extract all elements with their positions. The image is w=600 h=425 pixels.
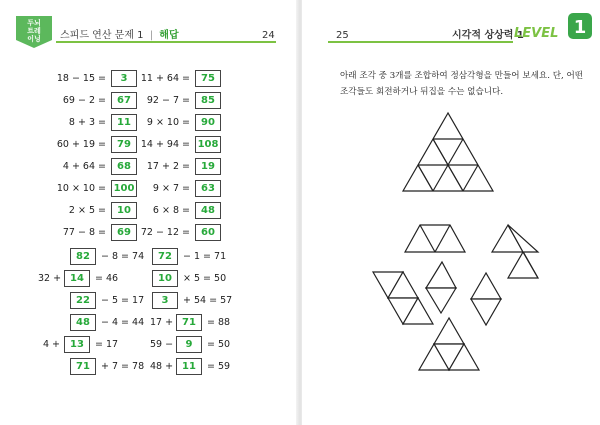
badge-text-3: 이닝 — [27, 35, 41, 43]
missing-number-problem — [152, 248, 226, 266]
missing-number-problem — [70, 292, 144, 310]
problem-suffix: = 59 — [207, 361, 231, 372]
problem-expression: 4 + 64 = — [62, 161, 106, 172]
answer-box: 11 — [111, 114, 137, 131]
piece-a — [405, 225, 465, 252]
left-header: 스피드 연산 문제 1 | 해답 — [60, 30, 179, 41]
right-page — [302, 0, 600, 425]
answer-box: 63 — [195, 180, 221, 197]
problem-suffix: = 46 — [95, 273, 119, 284]
calc-problem — [52, 224, 137, 242]
missing-number-problem — [152, 270, 226, 288]
problem-expression: 9 × 7 = — [152, 183, 190, 194]
answer-box: 48 — [195, 202, 221, 219]
instruction-text: 아래 조각 중 3개를 조합하여 정삼각형을 만들어 보세요. 단, 어떤 조각들도 회전하거나 뒤집을 수는 없습니다. — [340, 71, 584, 97]
answer-box: 11 — [176, 358, 202, 375]
problem-expression: 17 + 2 = — [146, 161, 190, 172]
calc-row — [0, 136, 298, 154]
answer-box: 75 — [195, 70, 221, 87]
page-number-right: 25 — [336, 30, 349, 41]
problem-prefix: 59 − — [150, 339, 174, 350]
calc-problem — [136, 136, 221, 154]
calc-problem — [136, 158, 221, 176]
calc-row — [0, 314, 298, 332]
calc-row — [0, 292, 298, 310]
calc-problem — [136, 70, 221, 88]
piece-e-up — [471, 273, 501, 299]
piece-f-top — [434, 318, 464, 344]
calc-problem — [52, 70, 137, 88]
problem-expression: 77 − 8 = — [62, 227, 106, 238]
section-title: 스피드 연산 문제 1 — [60, 30, 144, 41]
answer-box: 19 — [195, 158, 221, 175]
level-word: LEVEL — [514, 26, 559, 41]
calc-problem — [52, 136, 137, 154]
answer-box: 13 — [64, 336, 90, 353]
answer-box: 67 — [111, 92, 137, 109]
problem-expression: 14 + 94 = — [140, 139, 190, 150]
calc-row — [0, 92, 298, 110]
answer-box: 48 — [70, 314, 96, 331]
calc-row — [0, 70, 298, 88]
answer-box: 9 — [176, 336, 202, 353]
answer-box: 72 — [152, 248, 178, 265]
problem-suffix: − 5 = 17 — [101, 295, 145, 306]
piece-e-down — [471, 299, 501, 325]
problem-suffix: + 54 = 57 — [183, 295, 233, 306]
calc-problem — [136, 114, 221, 132]
problem-suffix: = 17 — [95, 339, 119, 350]
calc-row — [0, 158, 298, 176]
problem-prefix: 4 + — [42, 339, 60, 350]
problem-suffix: = 88 — [207, 317, 231, 328]
answer-box: 71 — [70, 358, 96, 375]
problem-prefix: 48 + — [150, 361, 174, 372]
answer-box: 100 — [111, 180, 137, 197]
calc-problem — [52, 92, 137, 110]
calc-row — [0, 114, 298, 132]
problem-expression: 10 × 10 = — [56, 183, 106, 194]
page-number-left: 24 — [262, 30, 275, 41]
missing-number-problem — [38, 336, 118, 354]
missing-number-problem — [150, 336, 230, 354]
badge-text-1: 두뇌 — [27, 19, 41, 27]
problem-prefix: 32 + — [38, 273, 62, 284]
triangle-puzzle — [302, 0, 600, 425]
problem-expression: 9 × 10 = — [146, 117, 190, 128]
problem-suffix: − 8 = 74 — [101, 251, 145, 262]
problem-expression: 11 + 64 = — [140, 73, 190, 84]
problem-expression: 8 + 3 = — [68, 117, 106, 128]
calc-problem — [136, 224, 221, 242]
level-number: 1 — [573, 17, 587, 38]
problem-prefix: 17 + — [150, 317, 174, 328]
left-page — [0, 0, 298, 425]
calc-row — [0, 224, 298, 242]
answer-box: 69 — [111, 224, 137, 241]
calc-row — [0, 248, 298, 266]
problem-expression: 2 × 5 = — [68, 205, 106, 216]
badge-text-2: 트레 — [27, 27, 41, 35]
problem-expression: 60 + 19 = — [56, 139, 106, 150]
answer-box: 22 — [70, 292, 96, 309]
calc-problem — [136, 202, 221, 220]
calc-row — [0, 202, 298, 220]
missing-number-problem — [38, 270, 118, 288]
piece-c-down — [426, 288, 456, 313]
piece-b-bottom — [508, 252, 538, 278]
answer-box: 90 — [195, 114, 221, 131]
problem-expression: 92 − 7 = — [146, 95, 190, 106]
problem-suffix: + 7 = 78 — [101, 361, 145, 372]
target-triangle — [403, 113, 493, 191]
problem-suffix: − 4 = 44 — [101, 317, 145, 328]
problem-expression: 18 − 15 = — [56, 73, 106, 84]
answer-box: 82 — [70, 248, 96, 265]
header-divider-left — [56, 41, 276, 43]
missing-number-problem — [70, 358, 144, 376]
right-header-title: 시각적 상상력 1 — [452, 30, 524, 41]
answer-box: 71 — [176, 314, 202, 331]
calc-problem — [52, 114, 137, 132]
answer-box: 10 — [111, 202, 137, 219]
answer-box: 108 — [195, 136, 221, 153]
calc-row — [0, 358, 298, 376]
answer-box: 10 — [152, 270, 178, 287]
calc-problem — [52, 158, 137, 176]
answer-box: 60 — [195, 224, 221, 241]
calc-problem — [136, 92, 221, 110]
problem-expression: 69 − 2 = — [62, 95, 106, 106]
calc-row — [0, 180, 298, 198]
answer-box: 3 — [152, 292, 178, 309]
problem-suffix: − 1 = 71 — [183, 251, 227, 262]
answer-box: 85 — [195, 92, 221, 109]
calc-row — [0, 336, 298, 354]
calc-row — [0, 270, 298, 288]
problem-suffix: × 5 = 50 — [183, 273, 227, 284]
missing-number-problem — [70, 314, 144, 332]
answer-box: 3 — [111, 70, 137, 87]
calc-problem — [52, 180, 137, 198]
missing-number-problem — [150, 314, 230, 332]
missing-number-problem — [70, 248, 144, 266]
problem-suffix: = 50 — [207, 339, 231, 350]
missing-number-problem — [150, 358, 230, 376]
answer-box: 14 — [64, 270, 90, 287]
answer-box: 79 — [111, 136, 137, 153]
brain-training-badge — [14, 14, 54, 50]
problem-expression: 6 × 8 = — [152, 205, 190, 216]
missing-number-problem — [152, 292, 232, 310]
answer-label: 해답 — [159, 30, 179, 41]
calc-problem — [52, 202, 137, 220]
piece-c-up — [426, 262, 456, 288]
problem-expression: 72 − 12 = — [140, 227, 190, 238]
answer-box: 68 — [111, 158, 137, 175]
calc-problem — [136, 180, 221, 198]
